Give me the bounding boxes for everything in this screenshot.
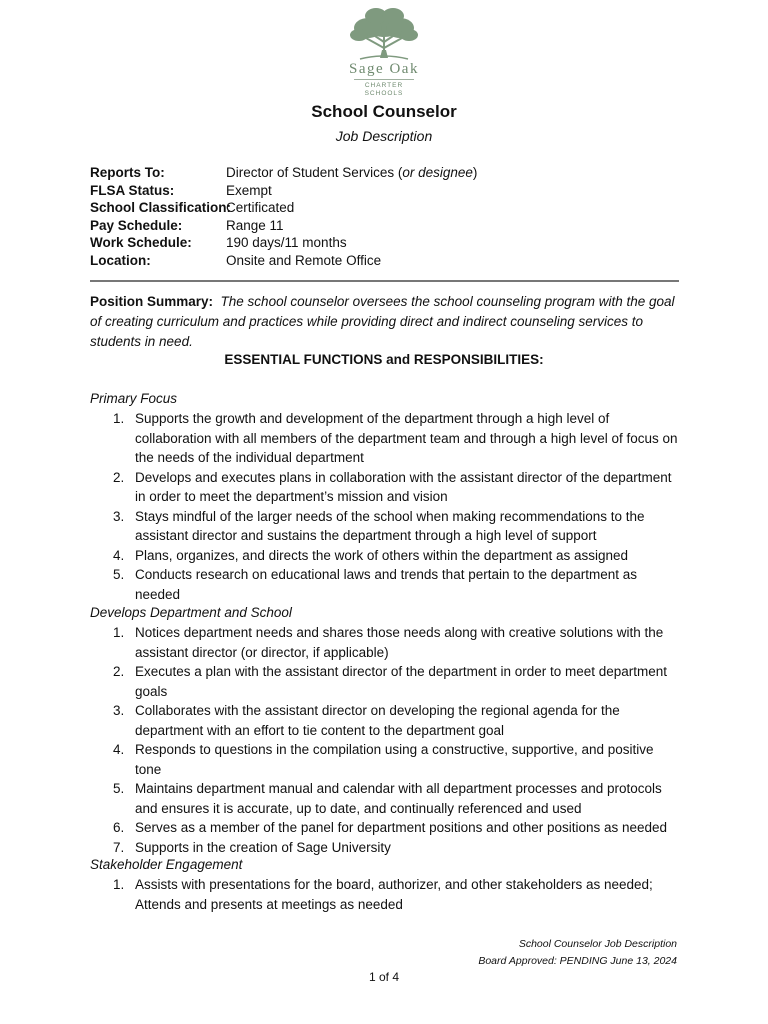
footer-approval-status: Board Approved: PENDING June 13, 2024 (478, 955, 677, 967)
list-item: 7. Supports in the creation of Sage University (113, 839, 391, 855)
list-item: 3. Stays mindful of the larger needs of the school when making recommendations to the assistant director and sustains the department through a high level of support (113, 508, 645, 543)
info-row-flsa-status (90, 182, 477, 200)
sage-oak-logo (344, 6, 424, 98)
logo-brand-subtitle: CHARTER SCHOOLS (354, 79, 414, 98)
list-item: 1. Supports the growth and development of the department through a high level of collaboration with all members of the department team and through a high level of focus on the needs of the individual department (113, 411, 678, 465)
list-item: 4. Responds to questions in the compilation using a constructive, supportive, and positive tone (113, 742, 654, 777)
section-divider (90, 280, 679, 282)
section-heading-primary-focus: Primary Focus (90, 391, 178, 406)
summary-label: Position Summary: (90, 294, 214, 309)
info-row-classification (90, 199, 477, 217)
info-label: Pay Schedule: (90, 217, 183, 233)
develops-department-list (113, 623, 683, 857)
info-label: FLSA Status: (90, 182, 175, 198)
info-label: School Classification: (90, 200, 232, 215)
info-row-work-schedule (90, 234, 477, 252)
info-label: Location: (90, 252, 151, 268)
info-value: Certificated (226, 200, 295, 215)
footer-doc-title: School Counselor Job Description (518, 938, 677, 950)
list-item: 1. Notices department needs and shares those needs along with creative solutions with the assistant director (or director, if applicable) (113, 625, 664, 660)
list-item: 6. Serves as a member of the panel for department positions and other positions as needed (113, 820, 668, 835)
info-value: Exempt (226, 182, 272, 198)
info-value: Onsite and Remote Office (226, 252, 382, 268)
page-number: 1 of 4 (368, 970, 400, 984)
essential-functions-heading: ESSENTIAL FUNCTIONS and RESPONSIBILITIES: (224, 352, 544, 367)
info-value: Range 11 (226, 217, 284, 233)
info-row-location (90, 252, 477, 270)
oak-tree-icon (346, 6, 422, 60)
info-row-reports-to (90, 164, 477, 182)
info-value: Director of Student Services (or designee) (226, 165, 478, 180)
section-heading-develops-department: Develops Department and School (90, 605, 292, 620)
info-row-pay-schedule (90, 217, 477, 235)
list-item: 3. Collaborates with the assistant director on developing the regional agenda for the department with an effort to tie content to the department goal (113, 703, 620, 738)
document-subtitle: Job Description (335, 128, 433, 144)
info-label: Reports To: (90, 165, 165, 180)
stakeholder-engagement-list (113, 875, 683, 914)
info-value: 190 days/11 months (226, 235, 347, 250)
page-footer (478, 936, 677, 970)
list-item: 4. Plans, organizes, and directs the work of others within the department as assigned (113, 547, 629, 563)
job-info-table (90, 164, 477, 269)
position-summary (90, 292, 682, 352)
summary-text: The school counselor oversees the school counseling program with the goal of creating curriculum and practices while providing direct and indirect counseling services to students in need. (90, 294, 675, 349)
list-item: 5. Conducts research on educational laws and trends that pertain to the department as needed (113, 567, 638, 602)
logo-brand-name: Sage Oak (349, 61, 419, 77)
list-item: 2. Executes a plan with the assistant director of the department in order to meet department goals (113, 664, 668, 699)
section-heading-stakeholder-engagement: Stakeholder Engagement (90, 857, 243, 872)
primary-focus-list (113, 409, 683, 604)
list-item: 2. Develops and executes plans in collaboration with the assistant director of the department in order to meet the department’s mission and vision (113, 469, 672, 504)
list-item: 1. Assists with presentations for the board, authorizer, and other stakeholders as needed; Attends and presents at meetings as needed (113, 877, 653, 912)
list-item: 5. Maintains department manual and calendar with all department processes and protocols and ensures it is accurate, up to date, and continually referenced and used (113, 781, 662, 816)
document-title: School Counselor (311, 102, 457, 121)
info-label: Work Schedule: (90, 235, 192, 250)
